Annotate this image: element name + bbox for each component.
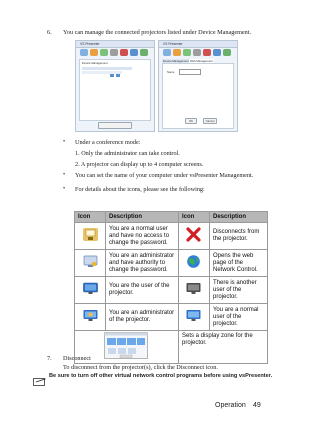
icon-cell [75, 223, 106, 250]
toolbar-icon [100, 49, 108, 56]
table-row [75, 250, 268, 277]
computer-lock-icon [82, 227, 99, 242]
icon-table [74, 211, 268, 364]
table-row [75, 331, 268, 364]
blue-monitor-icon [82, 281, 99, 296]
table-header: Description [106, 212, 179, 223]
table-header: Icon [178, 212, 209, 223]
icon-description: You are a normal user of the projector. [209, 304, 267, 331]
display-zone-icon [104, 332, 148, 362]
icon-description: There is another user of the projector. [209, 277, 267, 304]
set-display-zone-button[interactable] [98, 122, 132, 129]
sub-item: 2. A projector can display up to 4 computer screens. [75, 161, 204, 168]
name-input[interactable] [179, 69, 201, 75]
table-row [75, 304, 268, 331]
projector-icon[interactable] [110, 74, 114, 77]
step-text: You can manage the connected projectors listed under Device Management. [63, 29, 252, 36]
bullet-text: Under a conference mode: [75, 139, 141, 146]
tab-web-management[interactable]: Web Management [190, 59, 213, 63]
toolbar-icon [193, 49, 201, 56]
icon-cell [178, 277, 209, 304]
icon-cell [75, 277, 106, 304]
footer-section: Operation [215, 402, 246, 409]
ok-button[interactable]: OK [185, 118, 197, 124]
projector-icon[interactable] [116, 74, 120, 77]
admin-monitor-icon [82, 308, 99, 323]
red-x-icon [185, 227, 202, 242]
icon-description: Sets a display zone for the projector. [178, 331, 267, 364]
window-title: VS Presenter [80, 41, 100, 46]
settings-panel [162, 63, 234, 129]
toolbar-icon [203, 49, 211, 56]
icon-description: You are a normal user and have no access to change the password. [106, 223, 179, 250]
window-title-bar [76, 41, 154, 48]
name-label: Name [167, 70, 175, 74]
table-header-row [75, 212, 268, 223]
device-list-panel [79, 59, 151, 121]
icon-description: You are the user of the projector. [106, 277, 179, 304]
cancel-button[interactable]: Cancel [203, 118, 217, 124]
toolbar-icon [120, 49, 128, 56]
window-title: VS Presenter [163, 41, 183, 46]
toolbar-icon [213, 49, 221, 56]
table-header: Description [209, 212, 267, 223]
web-management-screenshot [158, 40, 238, 132]
table-row [75, 277, 268, 304]
icon-cell [75, 250, 106, 277]
toolbar-icon [140, 49, 148, 56]
sub-item: 1. Only the administrator can take control. [75, 150, 180, 157]
gray-monitor-icon [185, 281, 202, 296]
icon-description: Disconnects from the projector. [209, 223, 267, 250]
toolbar-icon [80, 49, 88, 56]
step-number: 6. [47, 29, 52, 36]
window-title-bar [159, 41, 237, 48]
icon-description: You are an administrator and have authority to change the password. [106, 250, 179, 277]
tab-device-management[interactable]: Device Management [163, 59, 189, 63]
table-row [75, 223, 268, 250]
step-text: To disconnect from the projector(s), click the Disconnect icon. [63, 364, 218, 371]
bullet-dot: • [63, 139, 66, 145]
note-icon [33, 373, 46, 381]
user-monitor-icon [185, 308, 202, 323]
computer-key-icon [82, 254, 99, 269]
step-number: 7. [47, 355, 52, 362]
toolbar-icon [110, 49, 118, 56]
globe-icon [185, 254, 202, 269]
bullet-text: For details about the icons, please see the following: [75, 186, 205, 193]
toolbar-icon [183, 49, 191, 56]
page-number: 49 [253, 402, 261, 409]
icon-cell [178, 223, 209, 250]
note-text: Be sure to turn off other virtual network control programs before using vsPresenter. [49, 373, 273, 379]
toolbar-icon [173, 49, 181, 56]
device-management-screenshot [75, 40, 155, 132]
toolbar-icon [90, 49, 98, 56]
bullet-dot: • [63, 172, 66, 178]
bullet-text: You can set the name of your computer under vsPresenter Management. [75, 172, 254, 179]
icon-description: You are an administrator of the projector. [106, 304, 179, 331]
icon-description: Opens the web page of the Network Control. [209, 250, 267, 277]
device-row[interactable] [82, 67, 132, 70]
icon-cell [178, 304, 209, 331]
toolbar-icon [130, 49, 138, 56]
icon-cell [178, 250, 209, 277]
panel-title: Device Management [82, 61, 108, 65]
toolbar-icon [223, 49, 231, 56]
table-header: Icon [75, 212, 106, 223]
toolbar-icon [163, 49, 171, 56]
step-title: Disconnect [63, 355, 91, 362]
bullet-dot: • [63, 186, 66, 192]
icon-cell [75, 304, 106, 331]
